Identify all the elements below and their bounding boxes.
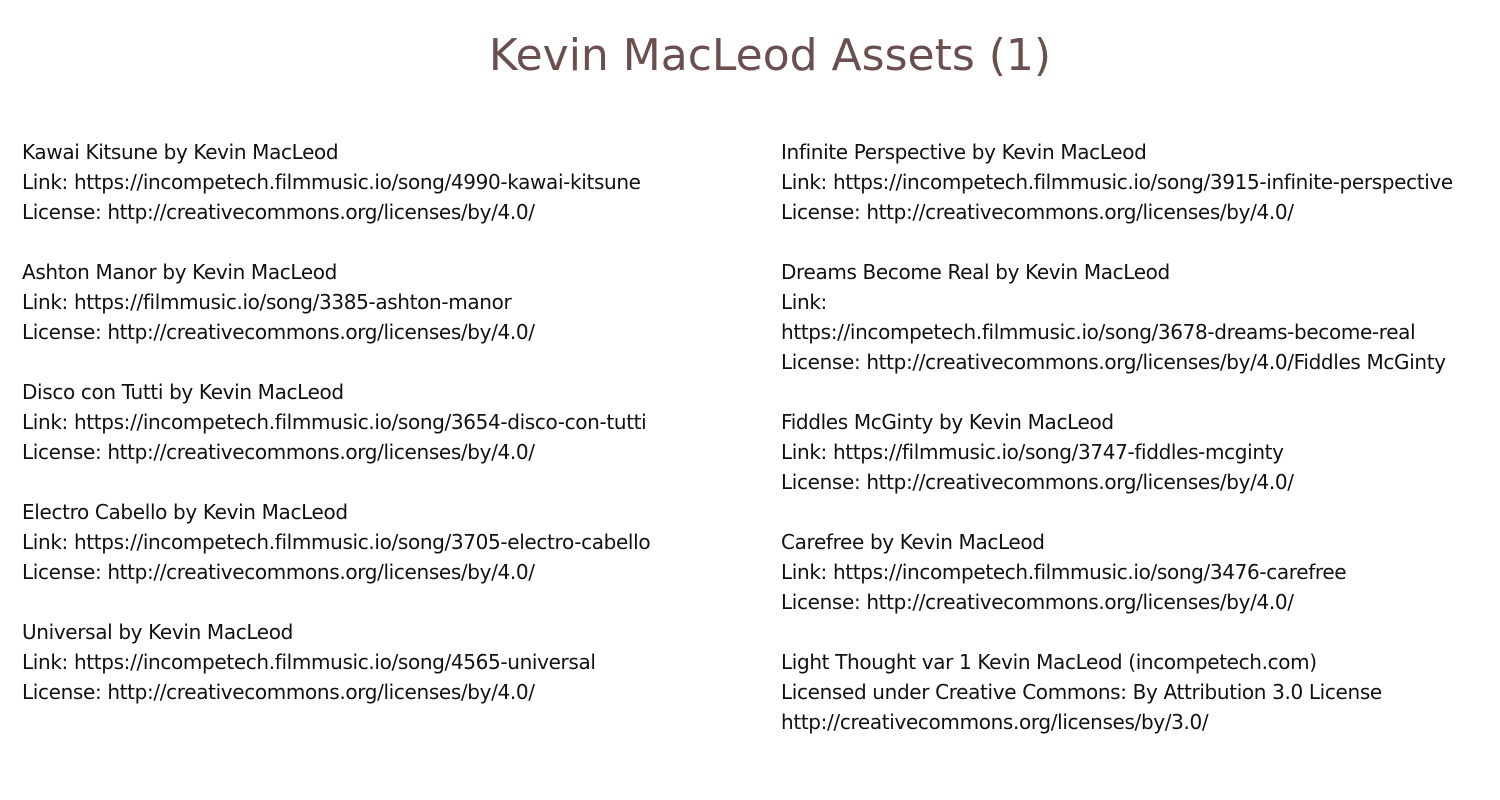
song-link: https://incompetech.filmmusic.io/song/3678-dreams-become-real bbox=[781, 320, 1416, 344]
credit-entry bbox=[781, 407, 1496, 497]
song-link: Link: https://incompetech.filmmusic.io/song/4565-universal bbox=[22, 650, 596, 674]
song-link: Link: https://incompetech.filmmusic.io/song/3705-electro-cabello bbox=[22, 530, 651, 554]
credit-entry bbox=[22, 617, 762, 707]
song-license: http://creativecommons.org/licenses/by/3.0/ bbox=[781, 710, 1209, 734]
credit-entry bbox=[22, 377, 762, 467]
song-title: Carefree by Kevin MacLeod bbox=[781, 530, 1045, 554]
song-link: Link: https://incompetech.filmmusic.io/song/3654-disco-con-tutti bbox=[22, 410, 647, 434]
page-title: Kevin MacLeod Assets (1) bbox=[488, 30, 1052, 81]
song-title: Kawai Kitsune by Kevin MacLeod bbox=[22, 140, 339, 164]
song-license: License: http://creativecommons.org/licenses/by/4.0/ bbox=[22, 320, 535, 344]
right-column bbox=[781, 137, 1496, 767]
song-title: Light Thought var 1 Kevin MacLeod (incompetech.com) bbox=[781, 650, 1317, 674]
song-title: Universal by Kevin MacLeod bbox=[22, 620, 293, 644]
credit-entry bbox=[781, 527, 1496, 617]
credit-entry bbox=[781, 647, 1496, 737]
song-title: Electro Cabello by Kevin MacLeod bbox=[22, 500, 348, 524]
song-title: Ashton Manor by Kevin MacLeod bbox=[22, 260, 338, 284]
song-license: License: http://creativecommons.org/licenses/by/4.0/ bbox=[22, 440, 535, 464]
song-title: Disco con Tutti by Kevin MacLeod bbox=[22, 380, 344, 404]
song-link: Link: https://filmmusic.io/song/3385-ashton-manor bbox=[22, 290, 512, 314]
left-column bbox=[22, 137, 762, 737]
song-link: Link: https://filmmusic.io/song/3747-fiddles-mcginty bbox=[781, 440, 1284, 464]
song-title: Fiddles McGinty by Kevin MacLeod bbox=[781, 410, 1114, 434]
song-license: License: http://creativecommons.org/licenses/by/4.0/ bbox=[781, 200, 1294, 224]
song-link: Link: https://incompetech.filmmusic.io/song/3476-carefree bbox=[781, 560, 1347, 584]
song-link: Link: https://incompetech.filmmusic.io/song/4990-kawai-kitsune bbox=[22, 170, 641, 194]
song-title: Infinite Perspective by Kevin MacLeod bbox=[781, 140, 1147, 164]
song-license: License: http://creativecommons.org/licenses/by/4.0/ bbox=[22, 200, 535, 224]
song-license: License: http://creativecommons.org/licenses/by/4.0/ bbox=[781, 590, 1294, 614]
song-link-label: Link: bbox=[781, 290, 827, 314]
credit-entry bbox=[781, 137, 1496, 227]
credit-entry bbox=[22, 257, 762, 347]
song-link: Link: https://incompetech.filmmusic.io/song/3915-infinite-perspective bbox=[781, 170, 1453, 194]
song-license: License: http://creativecommons.org/licenses/by/4.0/Fiddles McGinty bbox=[781, 350, 1446, 374]
credit-entry bbox=[781, 257, 1496, 377]
song-license: License: http://creativecommons.org/licenses/by/4.0/ bbox=[22, 560, 535, 584]
song-title: Dreams Become Real by Kevin MacLeod bbox=[781, 260, 1170, 284]
credit-entry bbox=[22, 137, 762, 227]
song-license: License: http://creativecommons.org/licenses/by/4.0/ bbox=[22, 680, 535, 704]
credit-entry bbox=[22, 497, 762, 587]
license-statement: Licensed under Creative Commons: By Attribution 3.0 License bbox=[781, 680, 1382, 704]
song-license: License: http://creativecommons.org/licenses/by/4.0/ bbox=[781, 470, 1294, 494]
